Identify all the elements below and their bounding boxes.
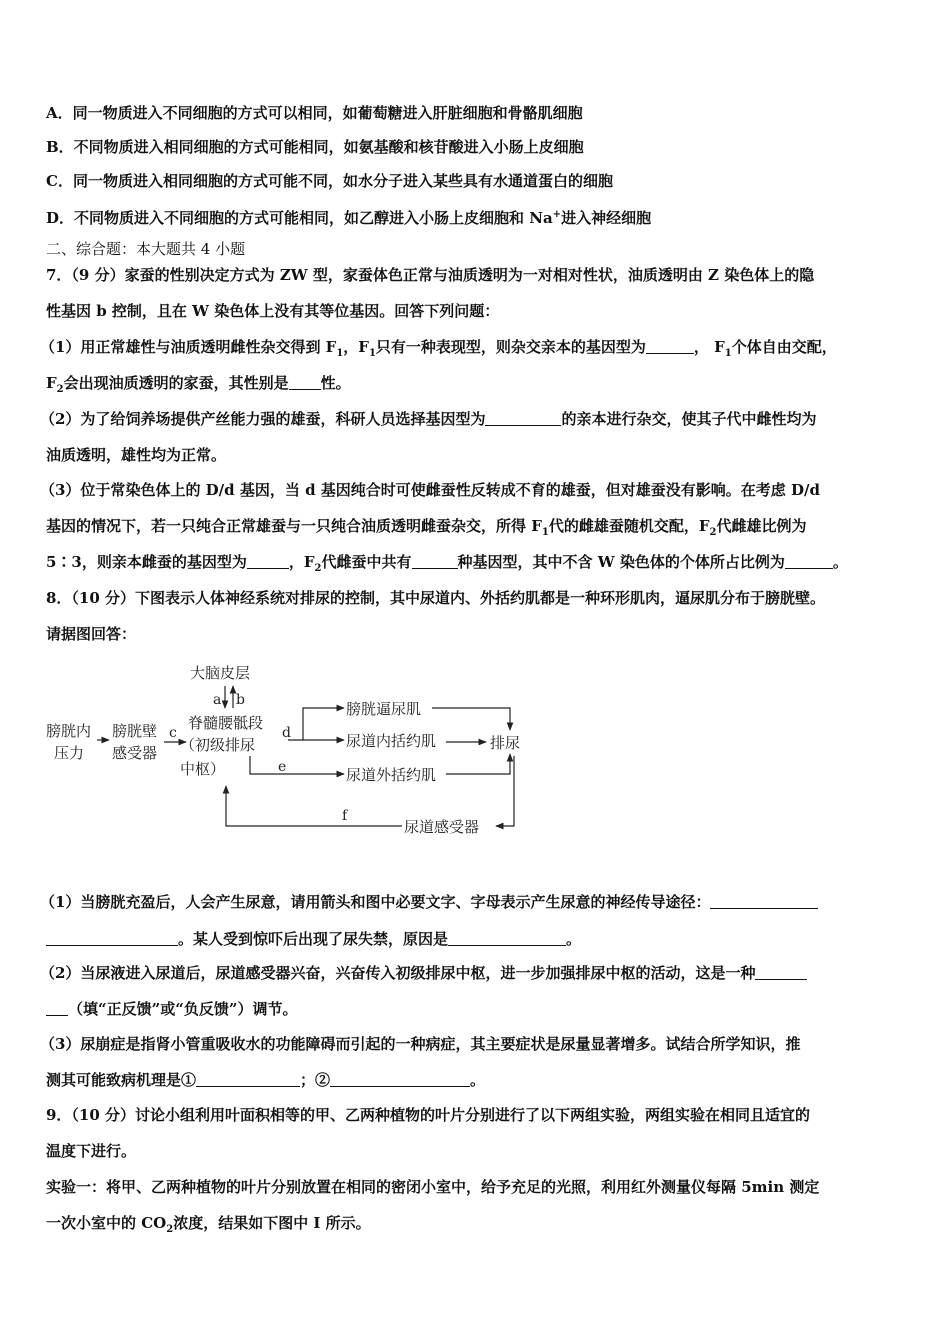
text: 个体自由交配，: [731, 338, 837, 356]
text: ；②: [300, 1071, 331, 1089]
text: 。某人受到惊吓后出现了尿失禁，原因是: [178, 930, 449, 948]
subscript: 1: [368, 348, 376, 359]
answer-blank[interactable]: [485, 410, 561, 426]
label-f: f: [342, 808, 348, 824]
text: （1）当膀胱充盈后，人会产生尿意，请用箭头和图中必要文字、字母表示产生尿意的神经传导途径：: [40, 893, 711, 911]
answer-blank[interactable]: [46, 1000, 68, 1016]
option-b: B．不同物质进入相同细胞的方式可能相同，如氨基酸和核苷酸进入小肠上皮细胞: [46, 138, 584, 156]
pressure-label-1: 膀胱内: [46, 722, 92, 740]
text: 性。: [320, 374, 351, 392]
subscript: 2: [314, 563, 322, 574]
label-c: c: [169, 725, 177, 741]
text: 。: [832, 553, 848, 571]
q8-part2: [40, 963, 807, 983]
outer-sphincter-label: 尿道外括约肌: [346, 766, 437, 784]
q8-part1-cont: [46, 929, 581, 949]
q9-line1: 9．（10 分）讨论小组利用叶面积相等的甲、乙两种植物的叶片分别进行了以下两组实验，两组实验在相同且适宜的: [46, 1106, 811, 1124]
text: 。: [470, 1071, 486, 1089]
text: F: [46, 374, 57, 392]
text: ， F: [693, 338, 725, 356]
subscript: 2: [709, 527, 717, 538]
answer-blank[interactable]: [646, 338, 694, 354]
option-d: [46, 205, 651, 228]
arrow-detrusor-urinate: [432, 708, 510, 730]
answer-blank[interactable]: [448, 930, 566, 946]
label-e: e: [278, 759, 287, 775]
option-d-text: D．不同物质进入不同细胞的方式可能相同，如乙醇进入小肠上皮细胞和 Na: [46, 209, 553, 227]
q7-part3-cont: [46, 516, 806, 543]
q9-line3: 实验一：将甲、乙两种植物的叶片分别放置在相同的密闭小室中，给予充足的光照，利用红外测量仪每隔 5min 测定: [46, 1178, 820, 1196]
q7-line2: 性基因 b 控制，且在 W 染色体上没有其等位基因。回答下列问题：: [46, 302, 500, 320]
q7-part2-cont: 油质透明，雄性均为正常。: [46, 446, 227, 464]
urethra-receptor-label: 尿道感受器: [404, 818, 480, 836]
center-label-1: 脊髓腰骶段: [188, 714, 264, 732]
option-c: C．同一物质进入相同细胞的方式可能不同，如水分子进入某些具有水通道蛋白的细胞: [46, 172, 613, 190]
superscript: +: [552, 209, 562, 220]
subscript: 1: [724, 348, 732, 359]
section-heading: 二、综合题：本大题共 4 小题: [46, 240, 246, 258]
text: ，F: [288, 553, 315, 571]
text: ，F: [343, 338, 369, 356]
text: 种基因型，其中不含 W 染色体的个体所占比例为: [457, 553, 785, 571]
label-b: b: [236, 692, 245, 708]
text: 基因的情况下，若一只纯合正常雄蚕与一只纯合油质透明雌蚕杂交，所得 F: [46, 517, 542, 535]
answer-blank[interactable]: [755, 964, 807, 980]
text: 一次小室中的 CO: [46, 1214, 167, 1232]
q7-part2: [40, 409, 816, 429]
subscript: 2: [166, 1224, 174, 1235]
q7-line1: 7．（9 分）家蚕的性别决定方式为 ZW 型，家蚕体色正常与油质透明为一对相对性状，油质透明由 Z 染色体上的隐: [46, 266, 815, 284]
label-a: a: [213, 692, 222, 708]
option-a: A．同一物质进入不同细胞的方式可以相同，如葡萄糖进入肝脏细胞和骨骼肌细胞: [46, 104, 583, 122]
q8-line1: 8．（10 分）下图表示人体神经系统对排尿的控制，其中尿道内、外括约肌都是一种环形肌肉，逼尿肌分布于膀胱壁。: [46, 589, 826, 607]
urinate-label: 排尿: [490, 734, 521, 752]
text: （1）用正常雄性与油质透明雌性杂交得到 F: [40, 338, 337, 356]
arrow-f: [226, 786, 402, 826]
label-d: d: [282, 725, 291, 741]
arrow-outer-urinate: [446, 754, 510, 774]
q7-part1: [40, 337, 837, 364]
q7-part1-cont: [46, 373, 351, 400]
answer-blank[interactable]: [46, 930, 178, 946]
option-d-text-end: 进入神经细胞: [561, 209, 652, 227]
subscript: 2: [56, 384, 64, 395]
pressure-label-2: 压力: [54, 744, 85, 762]
q9-line4: [46, 1213, 371, 1240]
text: 只有一种表现型，则杂交亲本的基因型为: [375, 338, 646, 356]
q8-part1: [40, 892, 818, 912]
q8-part2-cont: [46, 999, 298, 1019]
arrow-detrusor: [288, 708, 344, 740]
text: 测其可能致病机理是①: [46, 1071, 197, 1089]
q8-part3-cont: [46, 1070, 485, 1090]
q7-part3-cont2: [46, 552, 848, 579]
q8-part3: （3）尿崩症是指肾小管重吸收水的功能障碍而引起的一种病症，其主要症状是尿量显著增多。试结合所学知识，推: [40, 1035, 801, 1053]
subscript: 1: [541, 527, 549, 538]
text: （填“正反馈”或“负反馈”）调节。: [68, 1000, 298, 1018]
answer-blank[interactable]: [196, 1071, 300, 1087]
text: 代雌雄比例为: [716, 517, 807, 535]
q8-line2: 请据图回答：: [46, 625, 137, 643]
text: 代的雌雄蚕随机交配，F: [548, 517, 710, 535]
text: 。: [566, 930, 582, 948]
answer-blank[interactable]: [247, 553, 289, 569]
text: 5∶3，则亲本雌蚕的基因型为: [46, 553, 247, 571]
receptor-label-2: 感受器: [112, 744, 158, 762]
cortex-label: 大脑皮层: [190, 664, 251, 682]
answer-blank[interactable]: [289, 374, 321, 390]
inner-sphincter-label: 尿道内括约肌: [346, 732, 437, 750]
answer-blank[interactable]: [710, 893, 818, 909]
detrusor-label: 膀胱逼尿肌: [346, 700, 422, 718]
answer-blank[interactable]: [785, 553, 833, 569]
text: （2）当尿液进入尿道后，尿道感受器兴奋，兴奋传入初级排尿中枢，进一步加强排尿中枢的活动，这是一种: [40, 964, 756, 982]
urination-control-diagram: [40, 652, 540, 852]
subscript: 1: [336, 348, 344, 359]
center-label-2: （初级排尿: [180, 736, 256, 754]
text: 代雌蚕中共有: [321, 553, 412, 571]
answer-blank[interactable]: [412, 553, 458, 569]
text: 的亲本进行杂交，使其子代中雌性均为: [561, 410, 817, 428]
q9-line2: 温度下进行。: [46, 1142, 137, 1160]
arrow-outer: [250, 756, 344, 774]
answer-blank[interactable]: [330, 1071, 470, 1087]
receptor-label-1: 膀胱壁: [112, 722, 158, 740]
q7-part3: （3）位于常染色体上的 D/d 基因，当 d 基因纯合时可使雌蚕性反转成不育的雄蚕，但对雄蚕没有影响。在考虑 D/d: [40, 481, 820, 499]
text: 浓度，结果如下图中 I 所示。: [173, 1214, 371, 1232]
text: 会出现油质透明的家蚕，其性别是: [63, 374, 289, 392]
center-label-3: 中枢）: [180, 760, 226, 778]
text: （2）为了给饲养场提供产丝能力强的雄蚕，科研人员选择基因型为: [40, 410, 486, 428]
arrow-urinate-receptor: [496, 756, 514, 826]
